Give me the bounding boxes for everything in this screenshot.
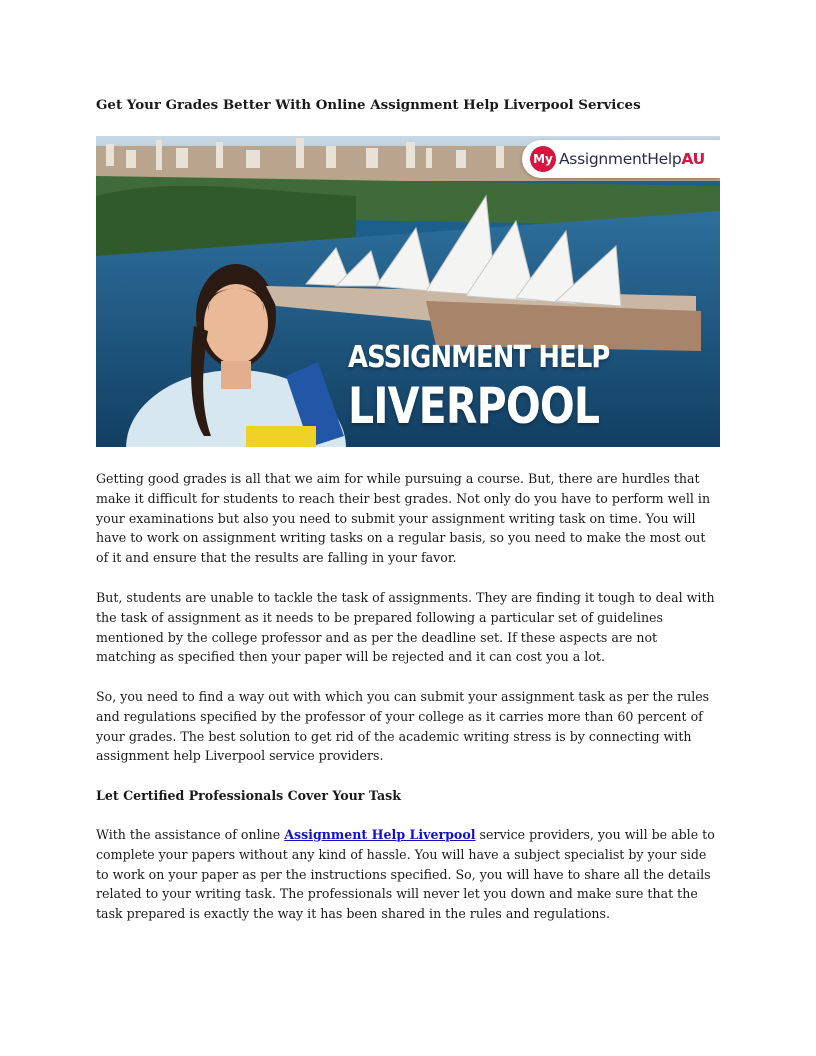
paragraph-4 — [96, 825, 720, 924]
hero-heading-line1: ASSIGNMENT HELP — [348, 340, 610, 375]
paragraph-4-intro: With the assistance of online — [96, 827, 285, 842]
logo-my-badge: My — [530, 146, 556, 172]
assignment-help-liverpool-link[interactable]: Assignment Help Liverpool — [284, 827, 476, 842]
paragraph-4-rest: service providers, you will be able to complete your papers without any kind of hassle. You will have a subject specialist by your side to work on your paper as per the instructions specified. So, you will have to share all the details related to your writing task. The professionals will never let you down and make sure that the task prepared is exactly the way it has been shared in the rules and regulations. — [96, 827, 715, 922]
logo-wordmark — [559, 150, 705, 168]
hero-image — [96, 136, 720, 447]
paragraph-2: But, students are unable to tackle the task of assignments. They are finding it tough to deal with the task of assignment as it needs to be prepared following a particular set of guidelines mentioned by the college professor and as per the deadline set. If these aspects are not matching as specified then your paper will be rejected and it can cost you a lot. — [96, 590, 715, 665]
logo-name: AssignmentHelp — [559, 150, 682, 168]
brand-logo — [522, 140, 720, 178]
logo-au: AU — [681, 150, 705, 168]
hero-heading-line2: LIVERPOOL — [348, 377, 600, 435]
paragraph-1: Getting good grades is all that we aim for while pursuing a course. But, there are hurdles that make it difficult for students to reach their best grades. Not only do you have to perform well in your examinations but also you need to submit your assignment writing task on time. You will have to work on assignment writing tasks on a regular basis, so you need to make the most out of it and ensure that the results are falling in your favor. — [96, 471, 711, 566]
paragraph-3: So, you need to find a way out with which you can submit your assignment task as per the rules and regulations specified by the professor of your college as it carries more than 60 percent of your grades. The best solution to get rid of the academic writing stress is by connecting with assignment help Liverpool service providers. — [96, 689, 710, 764]
document-title: Get Your Grades Better With Online Assignment Help Liverpool Services — [96, 97, 641, 113]
section-heading: Let Certified Professionals Cover Your Task — [96, 788, 401, 803]
